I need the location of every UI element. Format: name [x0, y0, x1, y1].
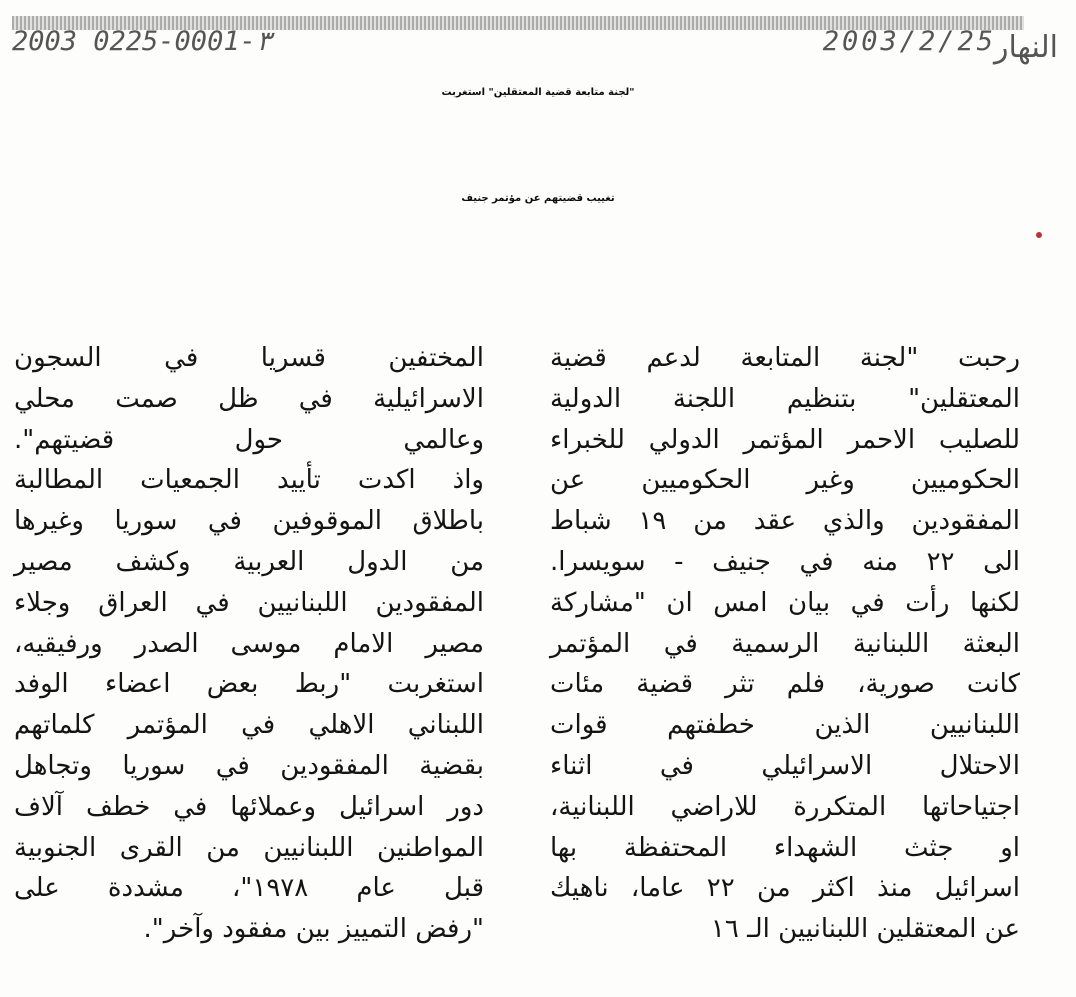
headline-line-2: تغييب قضيتهم عن مؤتمر جنيف: [461, 193, 615, 204]
article-line: الحكوميين وغير الحكوميين عن: [550, 465, 1020, 496]
article-line: البعثة اللبنانية الرسمية في المؤتمر: [550, 628, 1020, 659]
headline-line-1: "لجنة متابعة قضية المعتقلين" استغربت: [441, 87, 635, 98]
article-line: استغربت "ربط بعض اعضاء الوفد: [14, 669, 484, 700]
article-line: المفقودين والذي عقد من ١٩ شباط: [550, 506, 1020, 537]
article-line: الاسرائيلية في ظل صمت محلي: [14, 383, 484, 414]
article-line: من الدول العربية وكشف مصير: [14, 546, 484, 577]
article-line: اللبناني الاهلي في المؤتمر كلماتهم: [14, 710, 484, 741]
article-line: باطلاق الموقوفين في سوريا وغيرها: [14, 506, 484, 537]
article-line: بقضية المفقودين في سوريا وتجاهل: [14, 750, 484, 781]
article-line: اسرائيل منذ اكثر من ٢٢ عاما، ناهيك: [550, 873, 1020, 904]
article-line: قبل عام ١٩٧٨"، مشددة على: [14, 873, 484, 904]
article-line: وعالمي حول قضيتهم".: [14, 424, 484, 455]
article-line: او جثث الشهداء المحتفظة بها: [550, 832, 1020, 863]
article-line: دور اسرائيل وعملائها في خطف آلاف: [14, 791, 484, 822]
article-line: "رفض التمييز بين مفقود وآخر".: [143, 914, 484, 945]
article-line: للصليب الاحمر المؤتمر الدولي للخبراء: [550, 424, 1020, 455]
archive-code: 2003 0225-0001-٣: [12, 26, 273, 57]
clipping-date: 2003/2/25: [822, 26, 996, 57]
article-line: مصير الامام موسى الصدر ورفيقيه،: [14, 628, 484, 659]
stain-mark: [1036, 232, 1042, 238]
article-line: واذ اكدت تأييد الجمعيات المطالبة: [14, 465, 484, 496]
article-line: المعتقلين" بتنظيم اللجنة الدولية: [550, 383, 1020, 414]
article-line: رحبت "لجنة المتابعة لدعم قضية: [550, 343, 1020, 373]
newspaper-source: النهار: [994, 30, 1058, 65]
article-line: الاحتلال الاسرائيلي في اثناء: [550, 750, 1020, 781]
article-line: المفقودين اللبنانيين في العراق وجلاء: [14, 587, 484, 618]
article-line: اللبنانيين الذين خطفتهم قوات: [550, 710, 1020, 741]
article-column-left: [14, 338, 484, 962]
article-line: الى ٢٢ منه في جنيف - سويسرا.: [550, 546, 1020, 577]
article-line: لكنها رأت في بيان امس ان "مشاركة: [550, 587, 1020, 618]
article-line: عن المعتقلين اللبنانيين الـ ١٦: [710, 914, 1020, 945]
article-line: كانت صورية، فلم تثر قضية مئات: [550, 669, 1020, 700]
article-line: المواطنين اللبنانيين من القرى الجنوبية: [14, 832, 484, 863]
article-line: المختفين قسريا في السجون: [14, 343, 484, 373]
article-column-right: [550, 338, 1020, 962]
article-line: اجتياحاتها المتكررة للاراضي اللبنانية،: [550, 791, 1020, 822]
